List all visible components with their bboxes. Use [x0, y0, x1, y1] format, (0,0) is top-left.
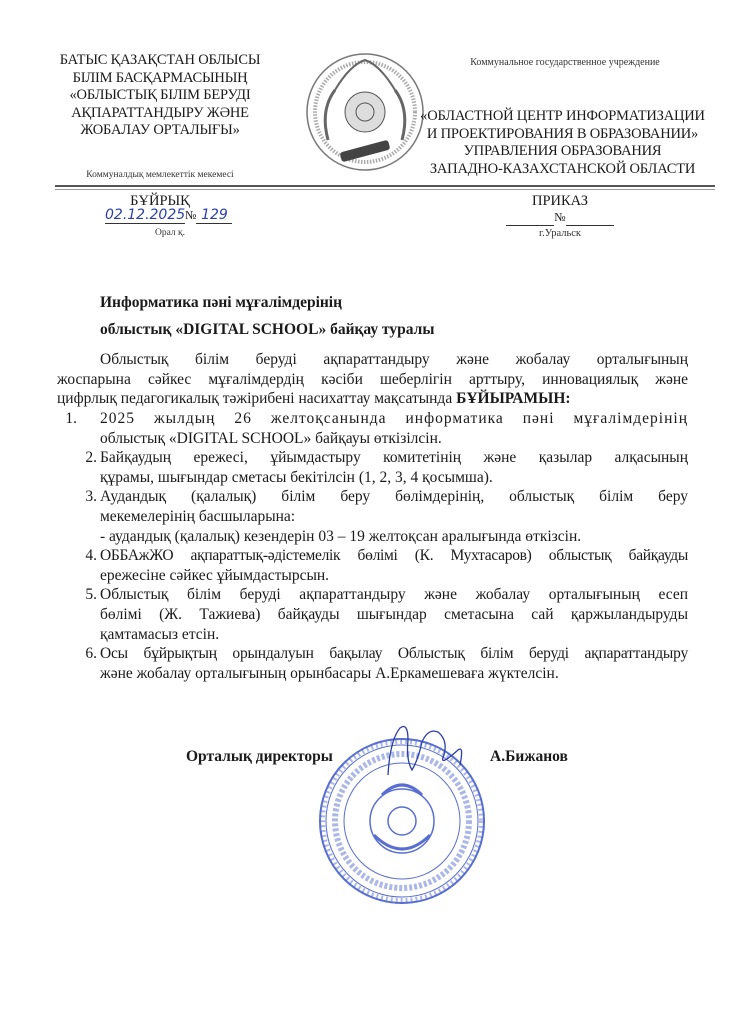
- signature-icon: [378, 720, 473, 780]
- item-number: 6.: [85, 645, 97, 663]
- order-subject: [100, 289, 434, 343]
- item-number: 5.: [85, 586, 97, 604]
- item-number: 4.: [85, 547, 97, 565]
- signatory-position: Орталық директоры: [186, 748, 333, 765]
- item-line: ОББАжЖО ақпараттық-әдістемелік бөлімі (К. Мухтасаров) облыстық байқауды: [100, 547, 688, 565]
- subject-line: облыстық «DIGITAL SCHOOL» байқау туралы: [100, 321, 435, 338]
- list-item: [57, 644, 688, 683]
- item-number: 3.: [85, 488, 97, 506]
- order-number-kz: [105, 207, 265, 224]
- header-divider: [55, 185, 715, 187]
- blank-line: [566, 210, 614, 226]
- header-line: «ОБЛАСТНОЙ ЦЕНТР ИНФОРМАТИЗАЦИИ: [420, 108, 705, 124]
- item-line: құрамы, шығындар сметасы бекітілсін (1, 2, 3, 4 қосымша).: [100, 468, 493, 486]
- preamble-line: жоспарына сәйкес мұғалімдердің кәсіби шеберлігін арттыру, инновациялық және: [57, 370, 688, 388]
- item-line: Аудандық (қалалық) білім беру бөлімдерінің, облыстық білім беру: [100, 488, 688, 506]
- header-line: УПРАВЛЕНИЯ ОБРАЗОВАНИЯ: [463, 143, 662, 160]
- item-line: Байқаудың ережесі, ұйымдастыру комитетінің және қазылар алқасының: [100, 449, 688, 467]
- item-line: Облыстық білім беруді ақпараттандыру және жобалау орталығының есеп: [100, 586, 688, 604]
- item-line: бөлімі (Ж. Тажиева) байқауды шығындар сметасына сай қаржыландыруды: [100, 605, 688, 623]
- item-line: Осы бұйрықтың орындалуын бақылау Облыстық білім беруді ақпараттандыру: [100, 645, 688, 663]
- number-sign: №: [554, 210, 566, 224]
- order-number-ru: [485, 210, 635, 228]
- list-item: [57, 585, 688, 644]
- blank-line: [506, 210, 554, 226]
- header-divider: [55, 189, 715, 190]
- preamble-emphasis: БҰЙЫРАМЫН:: [456, 390, 571, 408]
- item-line: қамтамасыз етсін.: [100, 625, 220, 643]
- preamble-line: Облыстық білім беруді ақпараттандыру және жобалау орталығының: [100, 351, 688, 368]
- number-sign: №: [185, 208, 197, 222]
- header-line: АҚПАРАТТАНДЫРУ ЖӘНЕ: [71, 104, 249, 121]
- preamble: [57, 350, 688, 409]
- header-left-sub: Коммуналдық мемлекеттік мекемесі: [86, 170, 234, 180]
- city-ru: г.Уральск: [538, 228, 582, 239]
- header-line: БАТЫС ҚАЗАҚСТАН ОБЛЫСЫ: [59, 52, 261, 68]
- list-item: [57, 448, 688, 487]
- signatory-name: А.Бижанов: [490, 748, 568, 765]
- header-left-org: [50, 52, 270, 140]
- subject-line: Информатика пәні мұғалімдерінің: [100, 294, 343, 311]
- header-line: «ОБЛЫСТЫҚ БІЛІМ БЕРУДІ: [69, 87, 251, 104]
- order-title-ru: ПРИКАЗ: [531, 193, 589, 209]
- item-line: және жобалау орталығының орынбасары А.Еркамешеваға жүктелсін.: [100, 664, 559, 682]
- header-line: И ПРОЕКТИРОВАНИЯ В ОБРАЗОВАНИИ»: [426, 125, 699, 142]
- item-number: 1.: [65, 410, 77, 427]
- state-emblem-icon: [300, 50, 430, 175]
- header-line: БІЛІМ БАСҚАРМАСЫНЫҢ: [72, 69, 248, 86]
- item-line: мекемелерінің басшыларына:: [100, 507, 296, 525]
- order-date-handwritten: 02.12.2025: [105, 207, 186, 223]
- list-item: [57, 409, 688, 448]
- item-line: - аудандық (қалалық) кезендерін 03 – 19 желтоқсан аралығында өткізсін.: [100, 527, 582, 545]
- preamble-line: цифрлық педагогикалық тәжірибені насихаттау мақсатында: [57, 390, 457, 408]
- item-line: ережесіне сәйкес ұйымдастырсын.: [100, 566, 330, 584]
- order-items: [57, 409, 688, 683]
- header-right-top: Коммунальное государственное учреждение: [470, 57, 660, 68]
- header-line: ЖОБАЛАУ ОРТАЛЫҒЫ»: [80, 122, 240, 139]
- item-line: облыстық «DIGITAL SCHOOL» байқауы өткізілсін.: [100, 429, 442, 447]
- city-kz: Орал қ.: [154, 228, 186, 238]
- list-item: [57, 546, 688, 585]
- header-line: ЗАПАДНО-КАЗАХСТАНСКОЙ ОБЛАСТИ: [429, 160, 696, 177]
- order-title-kz: БҰЙРЫҚ: [130, 193, 190, 209]
- order-number-handwritten: 129: [196, 207, 232, 224]
- list-item: [57, 487, 688, 546]
- item-line: 2025 жылдың 26 желтоқсанында информатика пәні мұғалімдерінің: [100, 410, 688, 427]
- item-number: 2.: [85, 449, 97, 467]
- header-right-org: [420, 108, 705, 178]
